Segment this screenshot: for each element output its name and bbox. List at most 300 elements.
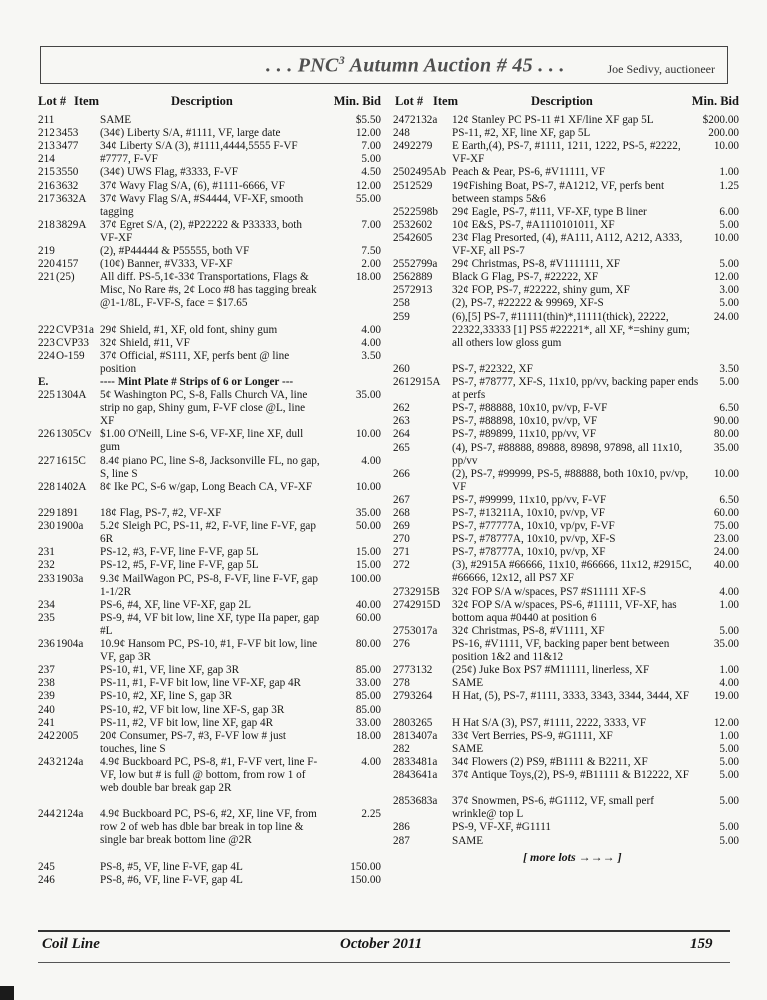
lot-description: (25¢) Juke Box PS7 #M11111, linerless, XF xyxy=(452,664,650,677)
lot-row xyxy=(38,808,381,860)
lot-description: (4), PS-7, #88888, 89888, 89898, 97898, all 11x10, pp/vv xyxy=(452,441,683,467)
lot-description: 34¢ Flowers (2) PS9, #B1111 & B2211, XF xyxy=(452,755,648,768)
lot-number: 218 xyxy=(38,218,55,231)
min-bid: 5.00 xyxy=(719,624,739,637)
lot-number: 227 xyxy=(38,454,55,467)
lot-description: 37¢ Antique Toys,(2), PS-9, #B11111 & B12222, XF xyxy=(452,769,689,781)
auctioneer-name: Joe Sedivy, auctioneer xyxy=(607,62,715,76)
item-number: CVP33 xyxy=(56,336,89,349)
lot-row xyxy=(38,730,381,756)
lot-number: 261 xyxy=(393,376,410,388)
lot-row xyxy=(38,428,381,454)
item-number: 3481a xyxy=(410,755,438,768)
min-bid: 5.00 xyxy=(719,821,739,834)
min-bid: 5.00 xyxy=(719,218,739,231)
lot-description: 37¢ Snowmen, PS-6, #G1112, VF, small perf wrinkle@ top L xyxy=(452,795,654,821)
lot-row xyxy=(38,638,381,664)
lot-row xyxy=(38,114,381,127)
min-bid: 12.00 xyxy=(355,127,381,140)
lot-number: 285 xyxy=(393,795,410,808)
lot-number: 247 xyxy=(393,114,410,126)
lot-row xyxy=(393,730,739,743)
min-bid: 150.00 xyxy=(350,873,381,886)
min-bid: 7.00 xyxy=(361,140,381,153)
more-lots-note: [ more lots →→→ ] xyxy=(523,849,622,864)
min-bid: 50.00 xyxy=(355,520,381,533)
lot-number: 228 xyxy=(38,480,55,493)
min-bid: 55.00 xyxy=(355,192,381,205)
lot-description: PS-7, #22322, XF xyxy=(452,362,533,375)
lot-description: Peach & Pear, PS-6, #V11111, VF xyxy=(452,166,606,179)
lot-number: 270 xyxy=(393,533,410,546)
lot-number: 219 xyxy=(38,245,55,257)
lot-description: H Hat S/A (3), PS7, #1111, 2222, 3333, VF xyxy=(452,716,647,729)
lot-number: 274 xyxy=(393,598,410,611)
min-bid: 33.00 xyxy=(355,716,381,729)
lot-description: PS-7, #88888, 10x10, pv/vp, F-VF xyxy=(452,402,608,415)
header-description: Description xyxy=(531,94,593,108)
lot-number: 276 xyxy=(393,638,410,650)
lot-row xyxy=(393,717,739,730)
lot-number: 264 xyxy=(393,428,410,441)
lot-row xyxy=(38,455,381,481)
lot-row xyxy=(393,284,739,297)
min-bid: 23.00 xyxy=(713,533,739,546)
lot-row xyxy=(393,507,739,520)
min-bid: 80.00 xyxy=(355,638,381,650)
lot-description: 10.9¢ Hansom PC, PS-10, #1, F-VF bit low, line VF, gap 3R xyxy=(100,638,318,664)
lot-row xyxy=(38,599,381,612)
lot-number: 226 xyxy=(38,428,55,441)
item-number: 3264 xyxy=(410,690,433,703)
min-bid: 5.00 xyxy=(719,376,739,388)
min-bid: 12.00 xyxy=(713,271,739,284)
min-bid: 10.00 xyxy=(713,467,739,480)
lot-number: 223 xyxy=(38,336,55,349)
min-bid: 80.00 xyxy=(713,428,739,441)
min-bid: 6.50 xyxy=(719,493,739,506)
min-bid: 75.00 xyxy=(713,520,739,533)
lot-row xyxy=(393,546,739,559)
lot-description: PS-7, #13211A, 10x10, pv/vp, VF xyxy=(452,507,605,519)
min-bid: 200.00 xyxy=(708,127,739,140)
lot-description: PS-8, #6, VF, line F-VF, gap 4L xyxy=(100,873,243,886)
lot-description: SAME xyxy=(452,834,484,847)
min-bid: 15.00 xyxy=(355,559,381,572)
lot-number: 239 xyxy=(38,690,55,703)
item-number: 1891 xyxy=(56,507,79,519)
lot-number: 255 xyxy=(393,258,410,271)
lot-number: 273 xyxy=(393,585,410,598)
lot-row xyxy=(38,219,381,245)
lot-number: 250 xyxy=(393,166,410,179)
lot-description: (2), #P44444 & P55555, both VF xyxy=(100,245,250,257)
item-number: 1615C xyxy=(56,454,86,467)
item-number: 3632A xyxy=(56,192,87,205)
min-bid: $5.50 xyxy=(355,114,381,126)
lot-row xyxy=(393,180,739,206)
min-bid: 24.00 xyxy=(713,310,739,323)
item-number: 3132 xyxy=(410,664,433,677)
header-item: Item xyxy=(74,94,99,108)
lot-number: 243 xyxy=(38,755,55,768)
min-bid: 85.00 xyxy=(355,664,381,677)
lot-description: 4.9¢ Buckboard PC, PS-8, #1, F-VF vert, line F-VF, low but # is full @ bottom, from row 1 of web double bar break gap 2R xyxy=(100,755,318,795)
lot-number: 287 xyxy=(393,834,410,847)
lot-number: 222 xyxy=(38,323,55,336)
lot-row xyxy=(393,769,739,795)
lot-description: PS-11, #2, VF bit low, line XF, gap 4R xyxy=(100,716,274,729)
item-number: 2602 xyxy=(410,218,433,231)
lot-description: 32¢ Christmas, PS-8, #V1111, XF xyxy=(452,624,605,637)
lot-number: 282 xyxy=(393,742,410,755)
lot-number: 248 xyxy=(393,127,410,140)
lot-description: 29¢ Eagle, PS-7, #111, VF-XF, type B liner xyxy=(452,205,647,218)
min-bid: $200.00 xyxy=(702,114,739,126)
lot-row xyxy=(38,546,381,559)
lot-row xyxy=(393,428,739,441)
lot-number: 268 xyxy=(393,507,410,519)
auction-header xyxy=(40,46,728,84)
item-number: 3641a xyxy=(410,769,438,781)
item-number: 1904a xyxy=(56,638,84,650)
lot-number: 262 xyxy=(393,402,410,415)
item-number: 2005 xyxy=(56,729,79,742)
lot-number: 252 xyxy=(393,205,410,218)
lot-row xyxy=(38,337,381,350)
item-number: 1900a xyxy=(56,520,84,533)
lot-row xyxy=(393,821,739,834)
lot-description: 37¢ Egret S/A, (2), #P22222 & P33333, both VF-XF xyxy=(100,218,302,244)
min-bid: 3.00 xyxy=(719,284,739,297)
lot-description: SAME xyxy=(452,677,484,690)
lot-number: 246 xyxy=(38,873,55,886)
lot-row xyxy=(393,442,739,468)
lot-number: 245 xyxy=(38,860,55,873)
min-bid: 6.50 xyxy=(719,402,739,415)
lot-description: PS-7, #78777A, 10x10, pv/vp, XF xyxy=(452,546,606,559)
lot-description: PS-10, #2, XF, line S, gap 3R xyxy=(100,690,233,703)
lot-row xyxy=(393,415,739,428)
lot-number: 278 xyxy=(393,677,410,690)
item-number: 2495Ab xyxy=(410,166,447,179)
lot-description: 29¢ Christmas, PS-8, #V1111111, XF xyxy=(452,258,621,271)
issue-date: October 2011 xyxy=(340,936,423,952)
lots-column-left xyxy=(38,94,381,912)
lot-description: 37¢ Wavy Flag S/A, #S4444, VF-XF, smooth tagging xyxy=(100,192,304,218)
lot-number: E. xyxy=(38,376,49,388)
lot-number: 217 xyxy=(38,192,55,205)
lot-number: 275 xyxy=(393,624,410,637)
lot-number: 254 xyxy=(393,231,410,244)
min-bid: 85.00 xyxy=(355,690,381,703)
lot-row xyxy=(393,520,739,533)
lot-row xyxy=(38,153,381,166)
lot-description: PS-11, #1, F-VF bit low, line VF-XF, gap 4R xyxy=(100,677,302,690)
lot-number: 241 xyxy=(38,716,55,729)
lot-number: 224 xyxy=(38,349,55,362)
header-item: Item xyxy=(433,94,458,108)
lot-row xyxy=(38,520,381,546)
lot-description: PS-11, #2, XF, line XF, gap 5L xyxy=(452,127,591,140)
header-lot: Lot # xyxy=(38,94,67,108)
lot-number: 266 xyxy=(393,467,410,480)
lot-number: 234 xyxy=(38,598,55,611)
lot-row xyxy=(393,690,739,716)
lot-description: 12¢ Stanley PC PS-11 #1 XF/line XF gap 5L xyxy=(452,114,654,126)
lot-number: 237 xyxy=(38,664,55,677)
lot-row xyxy=(38,704,381,717)
lot-description: 5.2¢ Sleigh PC, PS-11, #2, F-VF, line F-VF, gap 6R xyxy=(100,520,316,546)
lot-row xyxy=(393,795,739,821)
lot-row xyxy=(393,258,739,271)
lot-row xyxy=(393,625,739,638)
lot-description: 37¢ Official, #S111, XF, perfs bent @ line position xyxy=(100,349,290,375)
lot-description: E Earth,(4), PS-7, #1111, 1211, 1222, PS-5, #2222, VF-XF xyxy=(452,140,681,166)
min-bid: 60.00 xyxy=(713,507,739,519)
lot-description: 8¢ Ike PC, S-6 w/gap, Long Beach CA, VF-XF xyxy=(100,480,313,493)
lot-number: 258 xyxy=(393,297,410,310)
lot-row xyxy=(38,127,381,140)
lot-description: $1.00 O'Neill, Line S-6, VF-XF, line XF, dull gum xyxy=(100,428,304,454)
min-bid: 4.00 xyxy=(361,454,381,467)
scan-mark xyxy=(0,986,14,1000)
item-number: 2124a xyxy=(56,808,84,821)
lot-number: 257 xyxy=(393,284,410,297)
item-number: 2913 xyxy=(410,284,433,297)
lot-row xyxy=(393,363,739,376)
lot-number: 215 xyxy=(38,166,55,179)
lot-description: (2), PS-7, #99999, PS-5, #88888, both 10x10, pv/vp, VF xyxy=(452,467,689,493)
lot-number: 238 xyxy=(38,677,55,690)
lot-number: 256 xyxy=(393,271,410,284)
lot-description: 32¢ FOP S/A w/spaces, PS-6, #11111, VF-XF, has bottom aqua #0440 at position 6 xyxy=(452,598,677,624)
lot-description: 33¢ Vert Berries, PS-9, #G1111, XF xyxy=(452,729,613,742)
lot-number: 269 xyxy=(393,520,410,533)
min-bid: 12.00 xyxy=(713,716,739,729)
lot-row xyxy=(38,481,381,507)
lot-number: 220 xyxy=(38,258,55,271)
lot-row xyxy=(38,573,381,599)
lot-number: 225 xyxy=(38,389,55,402)
lot-description: 10¢ E&S, PS-7, #A1110101011, XF xyxy=(452,218,615,231)
lot-number: 263 xyxy=(393,415,410,428)
lot-number: 265 xyxy=(393,441,410,454)
min-bid: 5.00 xyxy=(719,769,739,781)
lot-row xyxy=(38,861,381,874)
lot-row xyxy=(38,559,381,572)
min-bid: 2.25 xyxy=(361,808,381,821)
min-bid: 10.00 xyxy=(355,480,381,493)
lot-row xyxy=(393,756,739,769)
min-bid: 7.00 xyxy=(361,218,381,231)
min-bid: 4.00 xyxy=(719,677,739,690)
min-bid: 1.00 xyxy=(719,598,739,611)
min-bid: 1.00 xyxy=(719,166,739,179)
item-number: 3407a xyxy=(410,729,438,742)
min-bid: 90.00 xyxy=(713,415,739,428)
lot-number: 230 xyxy=(38,520,55,533)
min-bid: 5.00 xyxy=(719,755,739,768)
lot-number: 284 xyxy=(393,769,410,781)
min-bid: 15.00 xyxy=(355,546,381,559)
section-heading xyxy=(38,376,381,389)
item-number: 3265 xyxy=(410,716,433,729)
lot-description: PS-12, #5, F-VF, line F-VF, gap 5L xyxy=(100,559,259,572)
lot-number: 253 xyxy=(393,218,410,231)
lot-number: 216 xyxy=(38,179,55,192)
lot-number: 235 xyxy=(38,611,55,624)
header-lot: Lot # xyxy=(395,94,424,108)
lot-row xyxy=(38,258,381,271)
lots-column-right xyxy=(393,94,739,912)
lot-row xyxy=(393,638,739,664)
lot-number: 231 xyxy=(38,546,55,559)
lot-row xyxy=(38,350,381,376)
item-number: 3683a xyxy=(410,795,438,808)
min-bid: 5.00 xyxy=(719,834,739,847)
page-number: 159 xyxy=(690,936,713,952)
lot-row xyxy=(38,180,381,193)
header-min-bid: Min. Bid xyxy=(333,94,381,108)
item-number: 1903a xyxy=(56,572,84,585)
item-number: 2605 xyxy=(410,231,433,244)
min-bid: 4.00 xyxy=(361,755,381,768)
lot-description: 29¢ Shield, #1, XF, old font, shiny gum xyxy=(100,323,278,336)
lot-number: 240 xyxy=(38,703,55,716)
item-number: 2279 xyxy=(410,140,433,153)
column-headers xyxy=(393,94,739,111)
min-bid: 19.00 xyxy=(713,690,739,703)
item-number: 1305Cv xyxy=(56,428,92,441)
lot-row xyxy=(393,232,739,258)
lot-number: 213 xyxy=(38,140,55,153)
lot-description: All diff. PS-5,1¢-33¢ Transportations, Flags & Misc, No Rare #s, 2¢ Loco #8 has tagging break @1-1/8L, F-VF-S, face = $17.65 xyxy=(100,271,317,310)
lot-row xyxy=(393,140,739,166)
min-bid: 4.00 xyxy=(719,585,739,598)
item-number: 2915A xyxy=(410,376,441,388)
min-bid: 7.50 xyxy=(361,245,381,257)
min-bid: 18.00 xyxy=(355,271,381,284)
lot-description: PS-10, #2, VF bit low, line XF-S, gap 3R xyxy=(100,703,285,716)
lot-number: 244 xyxy=(38,808,55,821)
min-bid: 5.00 xyxy=(719,742,739,755)
lot-row xyxy=(393,494,739,507)
lot-description: (3), #2915A #66666, 11x10, #66666, 11x12, #2915C, #66666, 12x12, all PS7 XF xyxy=(452,559,692,585)
column-headers xyxy=(38,94,381,111)
min-bid: 12.00 xyxy=(355,179,381,192)
lot-number: 233 xyxy=(38,572,55,585)
lot-description: 37¢ Wavy Flag S/A, (6), #1111-6666, VF xyxy=(100,179,285,192)
item-number: 2915B xyxy=(410,585,440,598)
lot-description: (2), PS-7, #22222 & 99969, XF-S xyxy=(452,297,604,310)
min-bid: 5.00 xyxy=(361,153,381,166)
item-number: 2598b xyxy=(410,205,438,218)
min-bid: 33.00 xyxy=(355,677,381,690)
min-bid: 35.00 xyxy=(713,441,739,454)
min-bid: 1.00 xyxy=(719,729,739,742)
header-description: Description xyxy=(171,94,233,108)
lot-row xyxy=(38,166,381,179)
min-bid: 5.00 xyxy=(719,795,739,808)
item-number: O-159 xyxy=(56,349,85,362)
lot-description: PS-9, VF-XF, #G1111 xyxy=(452,821,551,834)
lot-description: ---- Mint Plate # Strips of 6 or Longer --- xyxy=(100,376,294,388)
min-bid: 1.00 xyxy=(719,664,739,677)
min-bid: 2.00 xyxy=(361,258,381,271)
item-number: 2529 xyxy=(410,179,433,192)
min-bid: 35.00 xyxy=(355,507,381,519)
lot-row xyxy=(393,271,739,284)
lot-description: (34¢) Liberty S/A, #1111, VF, large date xyxy=(100,127,281,140)
lot-number: 267 xyxy=(393,493,410,506)
lot-description: 23¢ Flag Presorted, (4), #A111, A112, A212, A333, VF-XF, all PS-7 xyxy=(452,231,683,257)
lot-row xyxy=(393,311,739,363)
lot-row xyxy=(393,297,739,310)
item-number: 2132a xyxy=(410,114,438,126)
lot-row xyxy=(393,468,739,494)
lot-description: 32¢ FOP, PS-7, #22222, shiny gum, XF xyxy=(452,284,630,297)
lot-description: 9.3¢ MailWagon PC, PS-8, F-VF, line F-VF, gap 1-1/2R xyxy=(100,572,318,598)
item-number: 2124a xyxy=(56,755,84,768)
item-number: 3550 xyxy=(56,166,79,179)
lot-row xyxy=(393,559,739,585)
lot-number: 214 xyxy=(38,153,55,166)
lot-number: 281 xyxy=(393,729,410,742)
min-bid: 150.00 xyxy=(350,860,381,873)
lot-description: (6),[5] PS-7, #11111(thin)*,11111(thick), 22222, 22322,33333 [1] PS5 #22221*, all XF, *=shiny gum; all others low gloss gum xyxy=(452,310,690,349)
lot-description: 8.4¢ piano PC, line S-8, Jacksonville FL, no gap, S, line S xyxy=(100,454,320,480)
lot-row xyxy=(38,690,381,703)
lot-row xyxy=(393,114,739,127)
min-bid: 5.00 xyxy=(719,258,739,271)
min-bid: 3.50 xyxy=(361,349,381,362)
min-bid: 40.00 xyxy=(355,598,381,611)
lot-number: 232 xyxy=(38,559,55,572)
lot-description: PS-10, #1, VF, line XF, gap 3R xyxy=(100,664,240,677)
header-min-bid: Min. Bid xyxy=(691,94,739,108)
auction-title: . . . PNC$^3$ Autumn Auction # 45 . . . xyxy=(266,53,565,77)
lot-description: PS-8, #5, VF, line F-VF, gap 4L xyxy=(100,860,243,873)
lot-description: 34¢ Liberty S/A (3), #1111,4444,5555 F-VF xyxy=(100,140,298,153)
item-number: 3632 xyxy=(56,179,79,192)
min-bid: 1.25 xyxy=(719,179,739,192)
item-number: (25) xyxy=(56,271,75,284)
lot-row xyxy=(393,533,739,546)
item-number: 2915D xyxy=(410,598,441,611)
lot-description: (10¢) Banner, #V333, VF-XF xyxy=(100,258,233,271)
lot-number: 221 xyxy=(38,271,55,284)
min-bid: 10.00 xyxy=(713,231,739,244)
lot-description: PS-7, #99999, 11x10, pp/vv, F-VF xyxy=(452,493,607,506)
lot-number: 277 xyxy=(393,664,410,677)
lot-description: 32¢ Shield, #11, VF xyxy=(100,336,190,349)
item-number: CVP31a xyxy=(56,323,94,336)
min-bid: 4.50 xyxy=(361,166,381,179)
lot-description: 4.9¢ Buckboard PC, PS-6, #2, XF, line VF, from row 2 of web has dble bar break in top line & single bar break bottom line @2R xyxy=(100,808,317,847)
min-bid: 10.00 xyxy=(355,428,381,441)
lot-row xyxy=(393,219,739,232)
lot-row xyxy=(393,127,739,140)
lot-number: 211 xyxy=(38,114,55,126)
lot-number: 236 xyxy=(38,638,55,650)
publication-name: Coil Line xyxy=(42,936,100,952)
lot-description: 18¢ Flag, PS-7, #2, VF-XF xyxy=(100,507,222,519)
lot-description: SAME xyxy=(452,742,484,755)
lot-description: PS-9, #4, VF bit low, line XF, type IIa paper, gap #L xyxy=(100,611,320,637)
item-number: 2799a xyxy=(410,258,438,271)
lot-number: 242 xyxy=(38,729,55,742)
